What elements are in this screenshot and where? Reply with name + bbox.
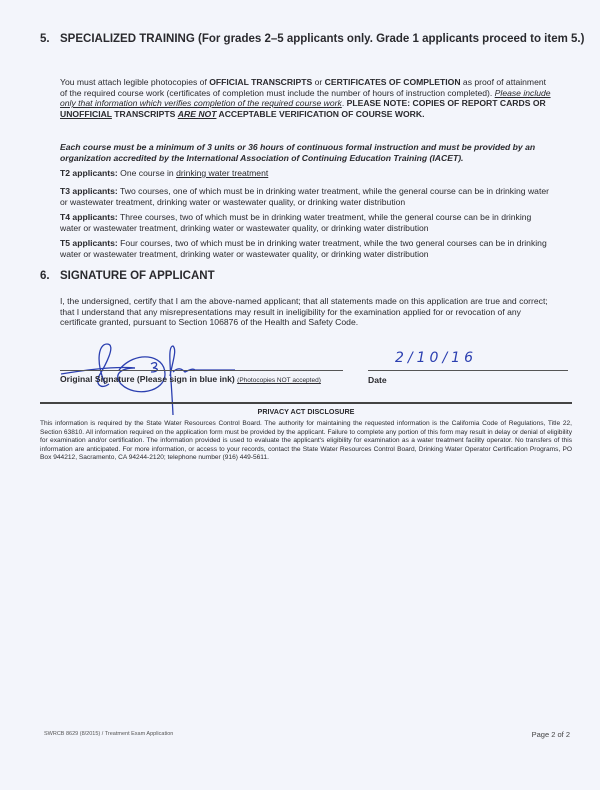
- section-6-heading: [40, 270, 215, 282]
- t4-requirement: T4 applicants: Three courses, two of which must be in drinking water treatment, while the general course can be in drinking water or wastewater treatment, drinking water or wastewater quality, or drinking water distribution: [60, 212, 532, 233]
- divider: [40, 402, 572, 404]
- date-line: [368, 370, 568, 371]
- form-id: SWRCB 8629 (8/2015) / Treatment Exam Application: [44, 731, 174, 737]
- privacy-title: PRIVACY ACT DISCLOSURE: [257, 407, 355, 416]
- date-value[interactable]: 2/10/16: [395, 350, 477, 366]
- section-title: SPECIALIZED TRAINING (For grades 2–5 applicants only. Grade 1 applicants proceed to item 5.): [60, 33, 585, 45]
- t2-requirement: T2 applicants: One course in drinking water treatment: [60, 168, 269, 178]
- photocopy-note: (Photocopies NOT accepted): [237, 377, 321, 384]
- page-number: Page 2 of 2: [531, 730, 570, 739]
- signature-field[interactable]: [60, 374, 321, 384]
- privacy-text: This information is required by the State Water Resources Control Board. The authority for maintaining the requested information is the California Code of Regulations, Title 22, Section 63810. All information required on the application form must be provided by the applicant. Failure to complete any portion of this form may result in delay or denial of eligibility for examination and/or certification. The information provided is used to evaluate the applicant's eligibility for examination as a water treatment facility operator. No transfers of this information are anticipated. For more information, or access to your records, contact the State Water Resources Control Board, Drinking Water Operator Certification Programs, PO Box 944212, Sacramento, CA 94244-2120; telephone number (916) 449-5611.: [40, 420, 572, 462]
- section-title: SIGNATURE OF APPLICANT: [60, 270, 215, 282]
- certification-statement: I, the undersigned, certify that I am the above-named applicant; that all statements made on this application are true and correct; that I understand that any misrepresentations may result in ineligibility for the examination applied for or revocation of any certificate granted, pursuant to Section 106876 of the Health and Safety Code.: [60, 296, 548, 328]
- course-requirement: Each course must be a minimum of 3 units or 36 hours of continuous formal instruction and must be provided by an organization accredited by the International Association of Continuing Education Training (IACET).: [60, 142, 536, 163]
- signature-label: Original Signature (Please sign in blue ink): [60, 374, 235, 384]
- date-label: Date: [368, 375, 387, 385]
- section-5-heading: [40, 33, 584, 45]
- transcripts-instructions: You must attach legible photocopies of OFFICIAL TRANSCRIPTS or CERTIFICATES OF COMPLETION as proof of attainment of the required course work (certificates of completion must include the number of hours of instruction completed). Please include only that information which verifies completion of the required course work. PLEASE NOTE: COPIES OF REPORT CARDS OR UNOFFICIAL TRANSCRIPTS ARE NOT ACCEPTABLE VERIFICATION OF COURSE WORK.: [60, 77, 551, 119]
- signature-line: [60, 370, 343, 371]
- t3-requirement: T3 applicants: Two courses, one of which must be in drinking water treatment, while the general course can be in drinking water or wastewater treatment, drinking water or wastewater quality, or drinking water distribution: [60, 186, 549, 207]
- section-number: 6.: [40, 270, 50, 282]
- t5-requirement: T5 applicants: Four courses, two of which must be in drinking water treatment, while the two general courses can be in drinking water or wastewater treatment, drinking water or wastewater quality, or drinking water distribution: [60, 238, 547, 259]
- section-number: 5.: [40, 33, 50, 45]
